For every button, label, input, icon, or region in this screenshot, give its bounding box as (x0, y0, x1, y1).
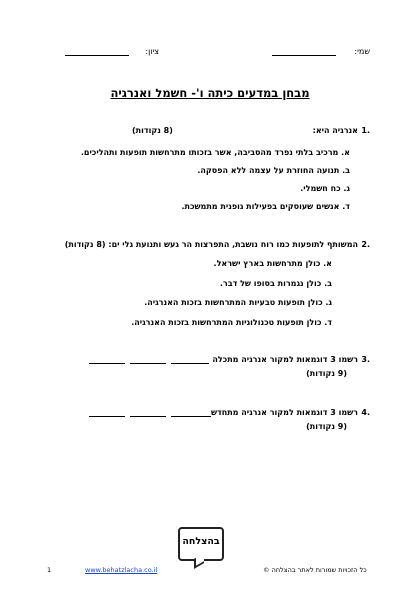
q3-answer-1[interactable] (171, 363, 209, 364)
q3-points: (9 נקודות) (306, 369, 347, 378)
copyright-text: כל הזכויות שמורות לאתר בהצלחה © (263, 566, 367, 574)
q2-option-c[interactable]: ג. כולן תופעות טבעיות המתרחשות בזכות האנרגיה. (144, 298, 332, 307)
q4-text: רשמו 3 דוגמאות למקור אנרגיה מתחדש (210, 408, 358, 417)
q3-answer-3[interactable] (89, 363, 125, 364)
q2-option-a[interactable]: א. כולן מתרחשות בארץ ישראל. (213, 259, 332, 268)
q1-option-c[interactable]: ג. כח חשמלי. (300, 184, 350, 193)
q1-number: 1. (361, 126, 370, 135)
grade-field[interactable] (65, 55, 129, 56)
q2-text: המשותף לתופעות כמו רוח נושבת, התפרצות הר געש ותנועת גלי ים: (8 נקודות) (64, 240, 358, 249)
q4-answer-2[interactable] (130, 416, 166, 417)
q3-answer-2[interactable] (130, 363, 166, 364)
q4-answer-3[interactable] (89, 416, 125, 417)
q4-number: 4. (361, 408, 370, 417)
q1-points: (8 נקודות) (132, 126, 173, 135)
name-label: שמי: (354, 47, 370, 56)
website-link[interactable]: www.behatzlacha.co.il (85, 566, 158, 574)
q4-points: (9 נקודות) (306, 422, 347, 431)
page-title: מבחן במדעים כיתה ו'- חשמל ואנרגיה (110, 86, 310, 100)
q3-text: רשמו 3 דוגמאות למקור אנרגיה מתכלה (212, 355, 358, 364)
q3-number: 3. (361, 355, 370, 364)
q1-option-a[interactable]: א. מרכיב בלתי נפרד מהסביבה, אשר בזכותו מתרחשות תופעות ותהליכים. (80, 148, 350, 157)
behatzlacha-logo: בהצלחה (178, 527, 224, 561)
q2-number: 2. (361, 240, 370, 249)
q1-option-b[interactable]: ב. תנועה החוזרת על עצמה ללא הפסקה. (197, 166, 350, 175)
q1-option-d[interactable]: ד. אנשים שעוסקים בפעילות גופנית מתמשכת. (181, 202, 350, 211)
grade-label: ציון: (145, 47, 159, 56)
q2-option-b[interactable]: ב. כולן נגמרות בסופו של דבר. (219, 279, 332, 288)
q1-text: אנרגיה היא: (312, 126, 358, 135)
q2-option-d[interactable]: ד. כולן תופעות טכנולוגיות המתרחשות בזכות האנרגיה. (131, 318, 332, 327)
q4-answer-1[interactable] (171, 416, 211, 417)
page-number: 1 (47, 566, 52, 574)
name-field[interactable] (272, 55, 336, 56)
